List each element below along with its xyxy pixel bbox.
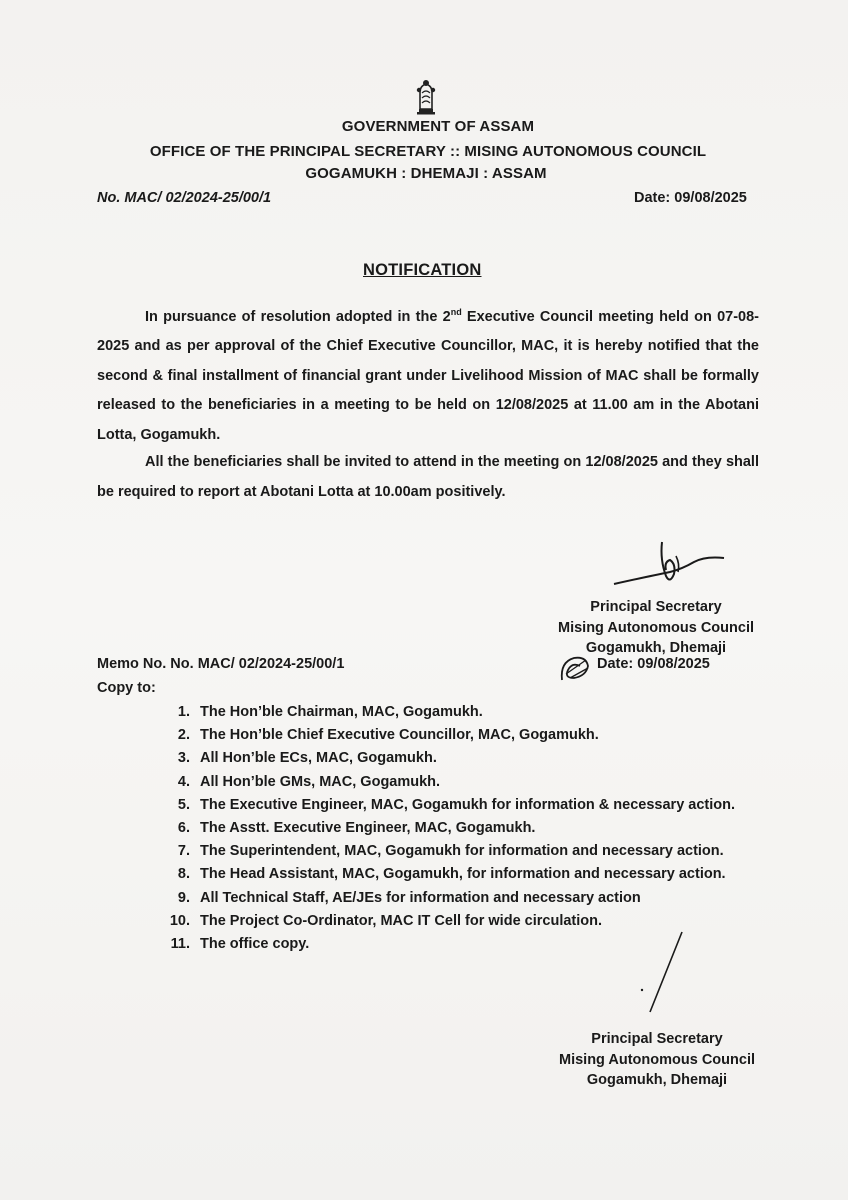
header-government: GOVERNMENT OF ASSAM [341,118,535,135]
list-item: 1. The Hon’ble Chairman, MAC, Gogamukh. [177,704,483,720]
notification-title: NOTIFICATION [363,261,482,279]
copy-list [160,701,735,956]
list-item: 2. The Hon’ble Chief Executive Councillor, MAC, Gogamukh. [177,727,599,744]
header-office: OFFICE OF THE PRINCIPAL SECRETARY :: MISING AUTONOMOUS COUNCIL [149,143,707,160]
initials-scribble [556,648,596,688]
list-item: 6. The Asstt. Executive Engineer, MAC, Gogamukh. [177,819,536,836]
notification-paragraph-2: All the beneficiaries shall be invited to attend in the meeting on 12/08/2025 and they shall be required to report at Abotani Lotta at 10.00am positively. [97,454,759,500]
reference-number: No. MAC/ 02/2024-25/00/1 [97,190,272,206]
signature-scribble-1 [610,538,730,590]
memo-date: Date: 09/08/2025 [597,656,710,672]
notification-paragraph-1: In pursuance of resolution adopted in the 2nd Executive Council meeting held on 07-08-2025 and as per approval of the Chief Executive Councillor, MAC, it is hereby notified that the second & final installment of financial grant under Livelihood Mission of MAC shall be formally released to the beneficiaries in a meeting to be held on 12/08/2025 at 11.00 am in the Abotani Lotta, Gogamukh. [97,307,759,443]
list-item: 4. All Hon’ble GMs, MAC, Gogamukh. [177,773,441,790]
reference-date: Date: 09/08/2025 [634,190,747,206]
signatory-title: Principal Secretary [591,1031,723,1047]
signatory-title: Principal Secretary [590,599,722,615]
list-item: 9. All Technical Staff, AE/JEs for information and necessary action [177,889,641,906]
list-item: 3. All Hon’ble ECs, MAC, Gogamukh. [177,750,437,767]
list-item: 5. The Executive Engineer, MAC, Gogamukh for information & necessary action. [177,796,736,813]
signatory-org: Mising Autonomous Council [559,1051,755,1068]
state-emblem-icon [410,78,442,118]
signatory-place: Gogamukh, Dhemaji [585,640,727,656]
signature-block-2 [557,1029,757,1091]
copy-to-label: Copy to: [97,680,156,696]
list-item: 10. The Project Co-Ordinator, MAC IT Cell for wide circulation. [169,912,603,929]
list-item: 8. The Head Assistant, MAC, Gogamukh, for information and necessary action. [177,866,726,883]
header-address: GOGAMUKH : DHEMAJI : ASSAM [305,165,547,182]
list-item: 7. The Superintendent, MAC, Gogamukh for information and necessary action. [177,843,724,860]
signatory-org: Mising Autonomous Council [558,619,754,636]
list-item: 11. The office copy. [170,935,310,952]
signature-scribble-2 [640,930,690,1020]
signatory-place: Gogamukh, Dhemaji [586,1072,728,1088]
memo-number: Memo No. No. MAC/ 02/2024-25/00/1 [97,656,345,672]
